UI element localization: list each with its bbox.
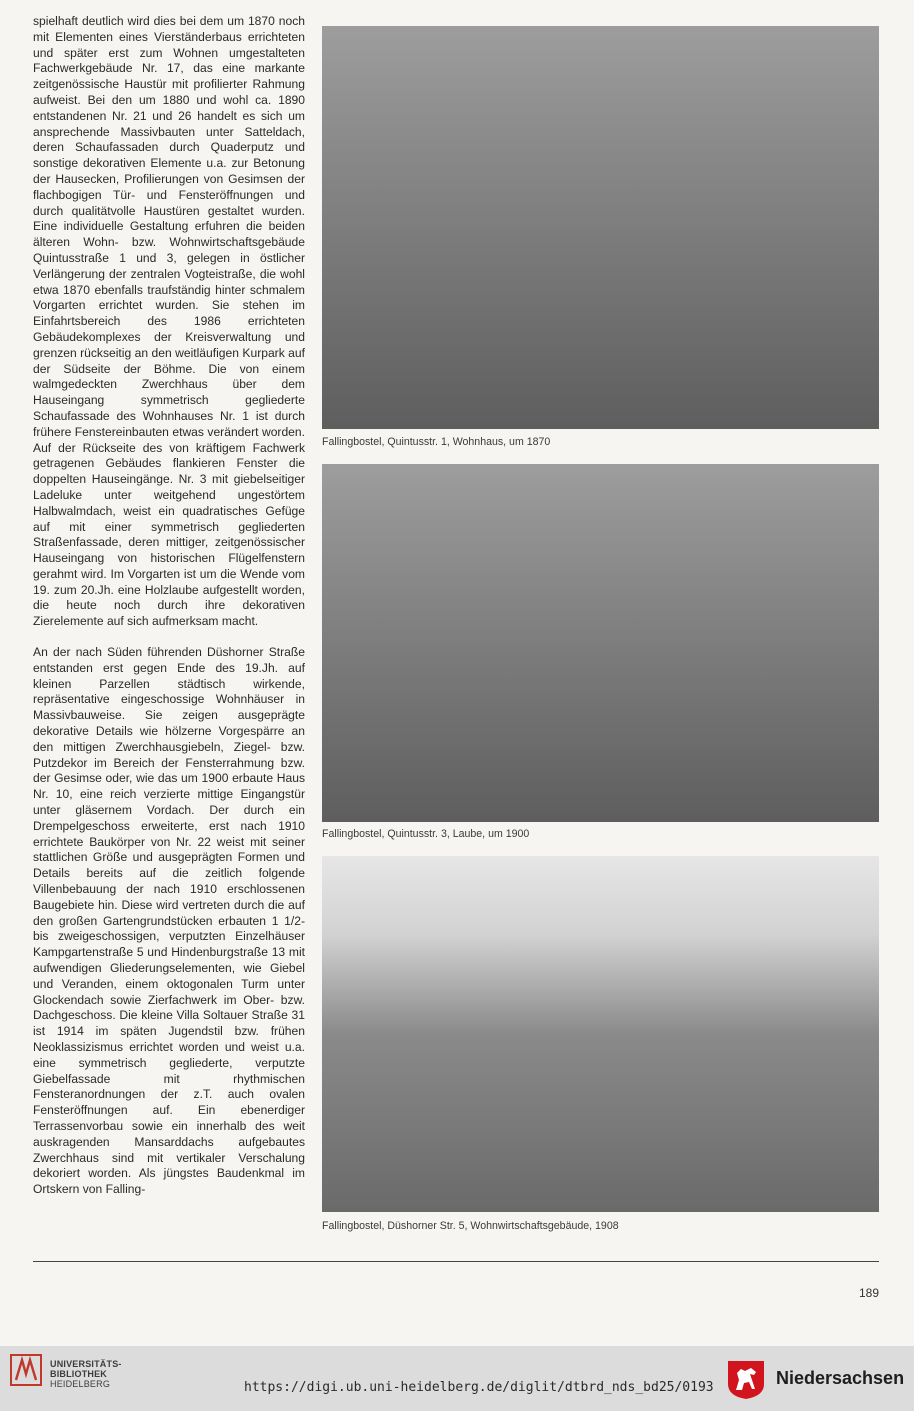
library-line-1: UNIVERSITÄTS- (50, 1359, 122, 1369)
photo-caption-2: Fallingbostel, Quintusstr. 3, Laube, um 1900 (322, 828, 530, 840)
library-name[interactable] (50, 1359, 122, 1389)
photo-caption-3: Fallingbostel, Düshorner Str. 5, Wohnwirtschaftsgebäude, 1908 (322, 1220, 619, 1232)
body-paragraph-1: spielhaft deutlich wird dies bei dem um 1870 noch mit Elementen eines Vierständerbaus errichteten und später erst zum Wohnen umgestalteten Fachwerkgebäude Nr. 17, das eine markante zeitgenössische Haustür mit profilierter Rahmung aufweist. Bei den um 1880 und wohl ca. 1890 entstandenen Nr. 21 und 26 handelt es sich um ansprechende Massivbauten unter Satteldach, deren Schaufassaden durch Quaderputz und sonstige dekorativen Elemente u.a. zur Betonung der Hausecken, Profilierungen von Gesimsen der flachbogigen Tür- und Fensteröffnungen und durch qualitätvolle Haustüren gestaltet wurden. Eine individuelle Gestaltung erfuhren die beiden älteren Wohn- bzw. Wohnwirtschaftsgebäude Quintusstraße 1 und 3, gelegen in östlicher Verlängerung der zentralen Vogteistraße, die wohl etwa 1870 ebenfalls traufständig hinter schmalem Vorgarten errichtet wurden. Sie stehen im Einfahrtsbereich des 1986 errichteten Gebäudekomplexes der Kreisverwaltung und grenzen rückseitig an den weitläufigen Kurpark auf der Südseite der Böhme. Die von einem walmgedeckten Zwerchhaus über dem Hauseingang symmetrisch gegliederte Schaufassade des Wohnhauses Nr. 1 ist durch frühere Fenstereinbauten etwas verändert worden. Auf der Rückseite des von kräftigem Fachwerk getragenen Gebäudes flankieren Fenster die doppelten Hauseingänge. Nr. 3 mit giebelseitiger Ladeluke unter weitgehend ungestörtem Halbwalmdach, weist ein quadratisches Gefüge auf mit einer symmetrisch gegliederten Straßenfassade, deren mittiger, zeitgenössischer Hauseingang von historischen Flügelfenstern gerahmt wird. Im Vorgarten ist um die Wende vom 19. zum 20.Jh. eine Holzlaube aufgestellt worden, die heute noch durch ihre dekorativen Zierelemente auf sich aufmerksam macht. (33, 14, 305, 629)
permalink-url[interactable]: https://digi.ub.uni-heidelberg.de/diglit/dtbrd_nds_bd25/0193 (244, 1380, 714, 1395)
photo-caption-1: Fallingbostel, Quintusstr. 1, Wohnhaus, um 1870 (322, 436, 551, 448)
body-paragraph-2: An der nach Süden führenden Düshorner Straße entstanden erst gegen Ende des 19.Jh. auf kleinen Parzellen städtisch wirkende, repräsentative eingeschossige Wohnhäuser in Massivbauweise. Sie zeigen ausgeprägte dekorative Details wie hölzerne Vorgespärre an den mittigen Zwerchhausgiebeln, Ziegel- bzw. Putzdekor im Bereich der Fensterrahmung bzw. der Gesimse oder, wie das um 1900 erbaute Haus Nr. 10, eine reich verzierte mittige Eingangstür unter gläsernem Vordach. Der durch ein Drempelgeschoss erweiterte, erst nach 1910 errichtete Baukörper von Nr. 22 weist mit seiner stattlichen Größe und ausgeprägten Formen und Details bereits auf die zeitlich folgende Villenbebauung der nach 1910 erschlossenen Baugebiete hin. Diese wird vertreten durch die auf den großen Gartengrundstücken erbauten 1 1/2- bis zweigeschossigen, verputzten Einzelhäuser Kampgartenstraße 5 und Hindenburgstraße 13 mit aufwendigen Gliederungselementen, wie Giebel und Veranden, einem oktogonalen Turm unter Glockendach sowie Zierfachwerk im Ober- bzw. Dachgeschoss. Die kleine Villa Soltauer Straße 31 ist 1914 im späten Jugendstil bzw. frühen Neoklassizismus errichtet worden und weist u.a. eine symmetrisch gegliederte, verputzte Giebelfassade mit rhythmischen Fensteranordnungen der z.T. auch ovalen Fensteröffnungen auf. Ein ebenerdiger Terrassenvorbau sowie ein innerhalb des weit auskragenden Mansarddachs aufgebautes Zwerchhaus sind mit vertikaler Verschalung dekoriert worden. Als jüngstes Baudenkmal im Ortskern von Falling- (33, 645, 305, 1197)
university-library-logo-icon[interactable] (10, 1354, 42, 1386)
library-line-3: HEIDELBERG (50, 1379, 111, 1389)
photo-quintusstr-1 (322, 26, 879, 429)
state-name[interactable]: Niedersachsen (776, 1368, 905, 1388)
photo-quintusstr-3 (322, 464, 879, 822)
viewer-footer (0, 1346, 914, 1411)
page-number: 189 (858, 1286, 879, 1300)
body-text-column (33, 14, 305, 1213)
photo-dueshorner-str-5 (322, 856, 879, 1212)
footer-rule (33, 1261, 879, 1262)
lower-saxony-horse-icon[interactable] (727, 1360, 765, 1400)
library-line-2: BIBLIOTHEK (50, 1369, 107, 1379)
